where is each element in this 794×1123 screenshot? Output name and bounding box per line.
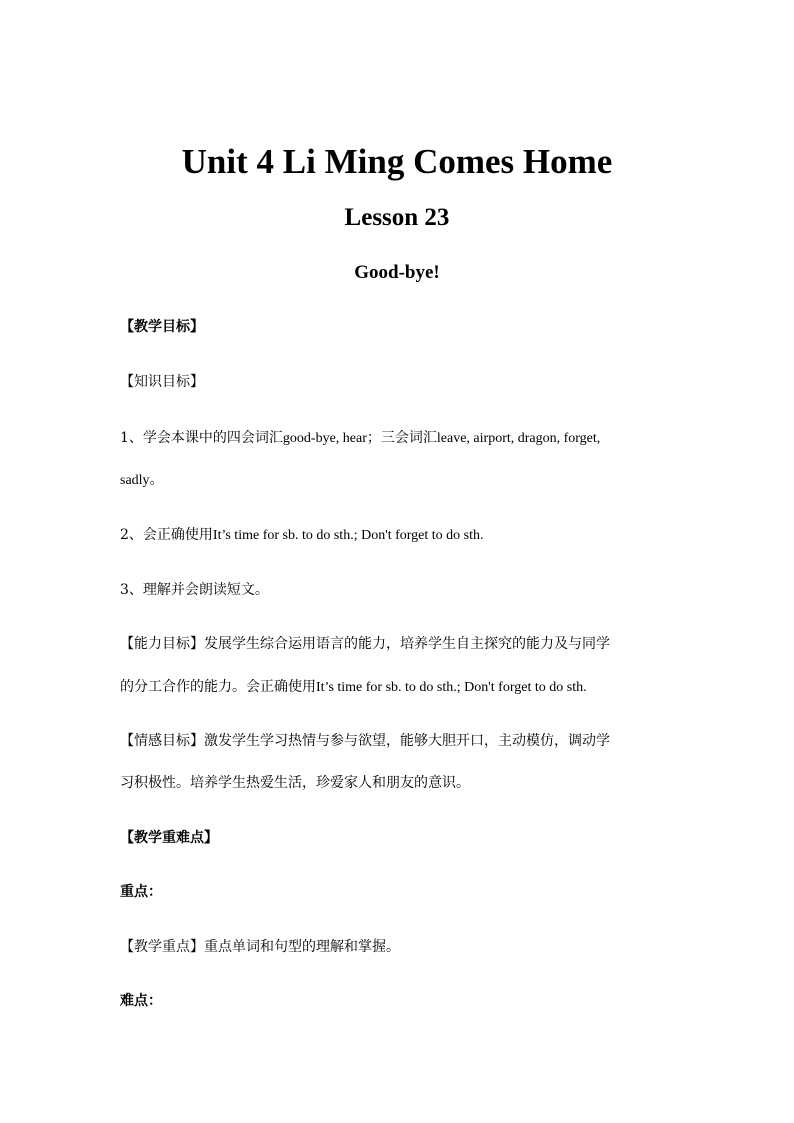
item1-prefix: 1、学会本课中的四会词汇 [120, 430, 283, 446]
emotion-label: 【情感目标】 [120, 733, 204, 749]
ability-objective [120, 634, 690, 654]
item1-three-skill-words: leave, airport, dragon, forget, [436, 431, 601, 446]
objective-item-1 [120, 428, 690, 449]
objective-item-1-cont [120, 470, 690, 491]
objective-item-2 [120, 525, 690, 546]
ability-label: 【能力目标】 [120, 636, 204, 652]
document-title: Unit 4 Li Ming Comes Home [181, 142, 613, 181]
ability-objective-cont [120, 677, 690, 698]
key-difficult-heading: 【教学重难点】 [120, 830, 218, 846]
key-points-label: 重点： [120, 884, 162, 900]
item2-prefix: 2、会正确使用 [120, 527, 213, 543]
teaching-objectives-heading: 【教学目标】 [120, 319, 204, 335]
emotion-text: 激发学生学习热情与参与欲望，能够大胆开口，主动模仿，调动学 [204, 733, 610, 749]
ability-cont-patterns: It’s time for sb. to do sth.; Don't forget to do sth. [316, 680, 587, 695]
item1-mid: 三会词汇 [380, 430, 437, 446]
ability-cont-prefix: 的分工合作的能力。会正确使用 [120, 679, 316, 695]
key-points-text: 【教学重点】重点单词和句型的理解和掌握。 [120, 939, 400, 955]
lesson-heading: Lesson 23 [344, 204, 450, 231]
ability-text: 发展学生综合运用语言的能力，培养学生自主探究的能力及与同学 [204, 636, 610, 652]
objective-item-3: 3、理解并会朗读短文。 [120, 582, 269, 598]
knowledge-objectives-heading: 【知识目标】 [120, 374, 204, 390]
emotion-objective [120, 731, 690, 751]
item1-four-skill-words: good-bye, hear； [282, 431, 381, 446]
item1-continuation: sadly。 [120, 473, 164, 488]
emotion-objective-cont: 习积极性。培养学生热爱生活，珍爱家人和朋友的意识。 [120, 775, 470, 791]
item2-sentence-patterns: It’s time for sb. to do sth.; Don't forget to do sth. [212, 528, 484, 543]
lesson-subtitle: Good-bye! [354, 262, 440, 283]
difficult-points-label: 难点： [120, 993, 162, 1009]
